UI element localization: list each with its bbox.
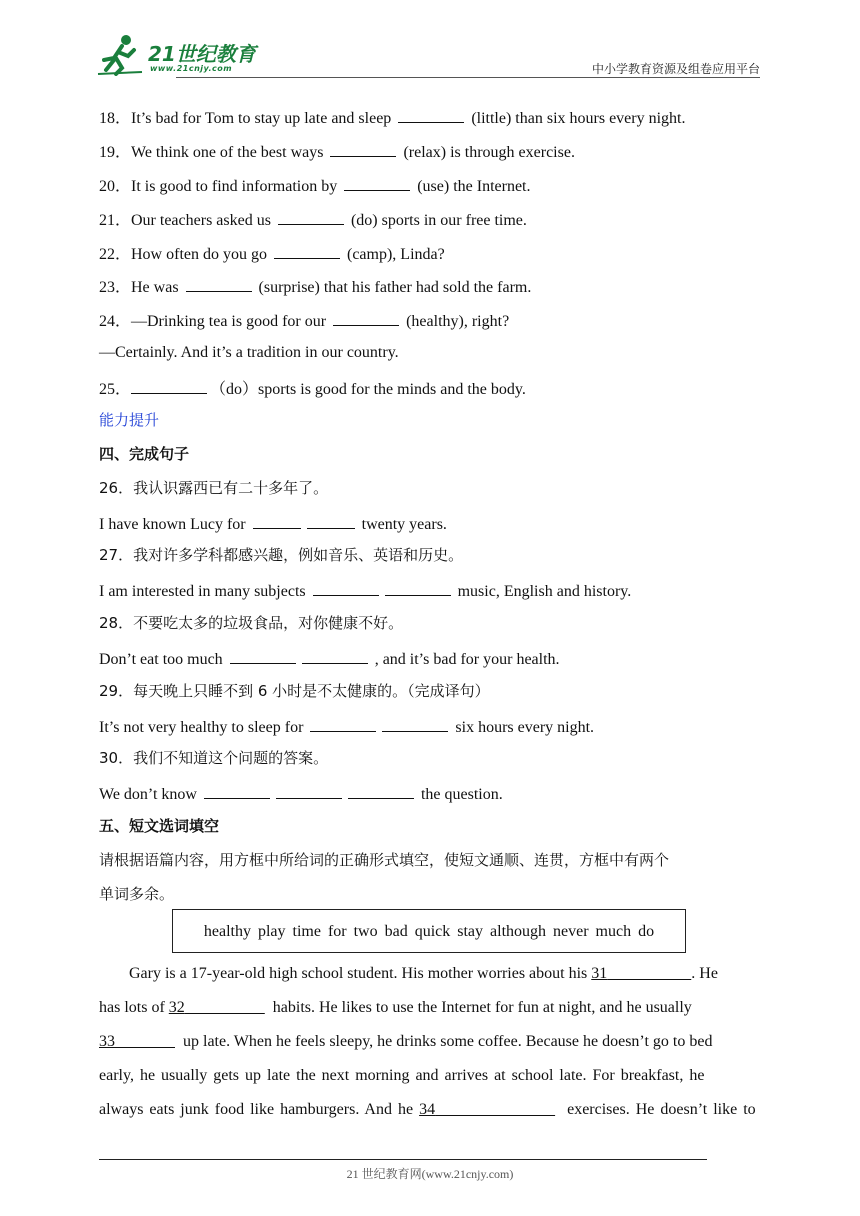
question-27-en: I am interested in many subjects music, English and history.	[99, 579, 631, 602]
ability-label: 能力提升	[99, 411, 160, 429]
passage-line-4: early, he usually gets up late the next morning and arrives at school late. For breakfast, he	[99, 1067, 705, 1084]
answer-blank[interactable]	[348, 782, 414, 799]
runner-logo-icon	[96, 34, 148, 76]
answer-blank[interactable]	[276, 782, 342, 799]
question-24-reply: —Certainly. And it’s a tradition in our country.	[99, 344, 399, 361]
question-23: 23．He was (surprise) that his father had sold the farm.	[99, 275, 531, 298]
question-25: 25． （do）sports is good for the minds and the body.	[99, 377, 526, 400]
blank-33[interactable]: 33	[99, 1033, 115, 1050]
answer-blank[interactable]	[330, 140, 396, 157]
blank-32[interactable]: 32	[168, 999, 185, 1016]
question-22: 22．How often do you go (camp), Linda?	[99, 242, 445, 265]
answer-blank[interactable]	[344, 174, 410, 191]
section-5-instruction-cont: 单词多余。	[99, 885, 175, 903]
section-5-instruction: 请根据语篇内容，用方框中所给词的正确形式填空，使短文通顺、连贯，方框中有两个	[99, 851, 670, 869]
passage-line-2: has lots of 32 habits. He likes to use the Internet for fun at night, and he usually	[99, 999, 692, 1016]
answer-blank[interactable]	[307, 512, 355, 529]
question-26-en: I have known Lucy for twenty years.	[99, 512, 447, 535]
answer-blank[interactable]	[186, 275, 252, 292]
answer-blank[interactable]	[333, 309, 399, 326]
question-26-zh: 26．我认识露西已有二十多年了。	[99, 479, 329, 497]
question-30-zh: 30．我们不知道这个问题的答案。	[99, 749, 329, 767]
blank-34[interactable]: 34	[419, 1101, 436, 1118]
question-27-zh: 27．我对许多学科都感兴趣，例如音乐、英语和历史。	[99, 546, 464, 564]
answer-blank[interactable]	[385, 579, 451, 596]
site-logo	[96, 34, 266, 76]
logo-text: 21世纪教育	[148, 42, 256, 66]
answer-blank[interactable]	[230, 647, 296, 664]
page-footer: 21 世纪教育网(www.21cnjy.com)	[346, 1167, 514, 1181]
question-18: 18．It’s bad for Tom to stay up late and sleep (little) than six hours every night.	[99, 106, 686, 129]
answer-blank[interactable]	[310, 715, 376, 732]
answer-blank[interactable]	[382, 715, 448, 732]
footer-rule	[99, 1159, 707, 1160]
page-header	[96, 30, 760, 80]
passage-line-5: always eats junk food like hamburgers. And he 34 exercises. He doesn’t like to	[99, 1101, 756, 1118]
answer-blank[interactable]	[131, 377, 207, 394]
question-29-en: It’s not very healthy to sleep for six hours every night.	[99, 715, 594, 738]
question-19: 19．We think one of the best ways (relax) is through exercise.	[99, 140, 575, 163]
question-21: 21．Our teachers asked us (do) sports in our free time.	[99, 208, 527, 231]
passage-line-1: Gary is a 17-year-old high school student. His mother worries about his 31 . He	[129, 965, 718, 982]
answer-blank[interactable]	[278, 208, 344, 225]
answer-blank[interactable]	[302, 647, 368, 664]
question-28-zh: 28．不要吃太多的垃圾食品，对你健康不好。	[99, 614, 404, 632]
word-bank-box: healthy play time for two bad quick stay although never much do	[172, 909, 686, 953]
answer-blank[interactable]	[313, 579, 379, 596]
question-30-en: We don’t know the question.	[99, 782, 503, 805]
passage-line-3: 33 up late. When he feels sleepy, he drinks some coffee. Because he doesn’t go to bed	[99, 1033, 713, 1050]
section-5-title: 五、短文选词填空	[99, 817, 220, 835]
logo-url: www.21cnjy.com	[150, 64, 233, 73]
question-28-en: Don’t eat too much , and it’s bad for your health.	[99, 647, 560, 670]
answer-blank[interactable]	[398, 106, 464, 123]
section-4-title: 四、完成句子	[99, 445, 190, 463]
header-rule	[176, 77, 760, 78]
question-29-zh: 29．每天晚上只睡不到 6 小时是不太健康的。（完成译句）	[99, 682, 490, 700]
answer-blank[interactable]	[253, 512, 301, 529]
answer-blank[interactable]	[274, 242, 340, 259]
question-20: 20．It is good to find information by (use) the Internet.	[99, 174, 531, 197]
blank-31[interactable]: 31	[591, 965, 608, 982]
header-tagline: 中小学教育资源及组卷应用平台	[591, 62, 760, 76]
answer-blank[interactable]	[204, 782, 270, 799]
question-24: 24．—Drinking tea is good for our (healthy), right?	[99, 309, 509, 332]
